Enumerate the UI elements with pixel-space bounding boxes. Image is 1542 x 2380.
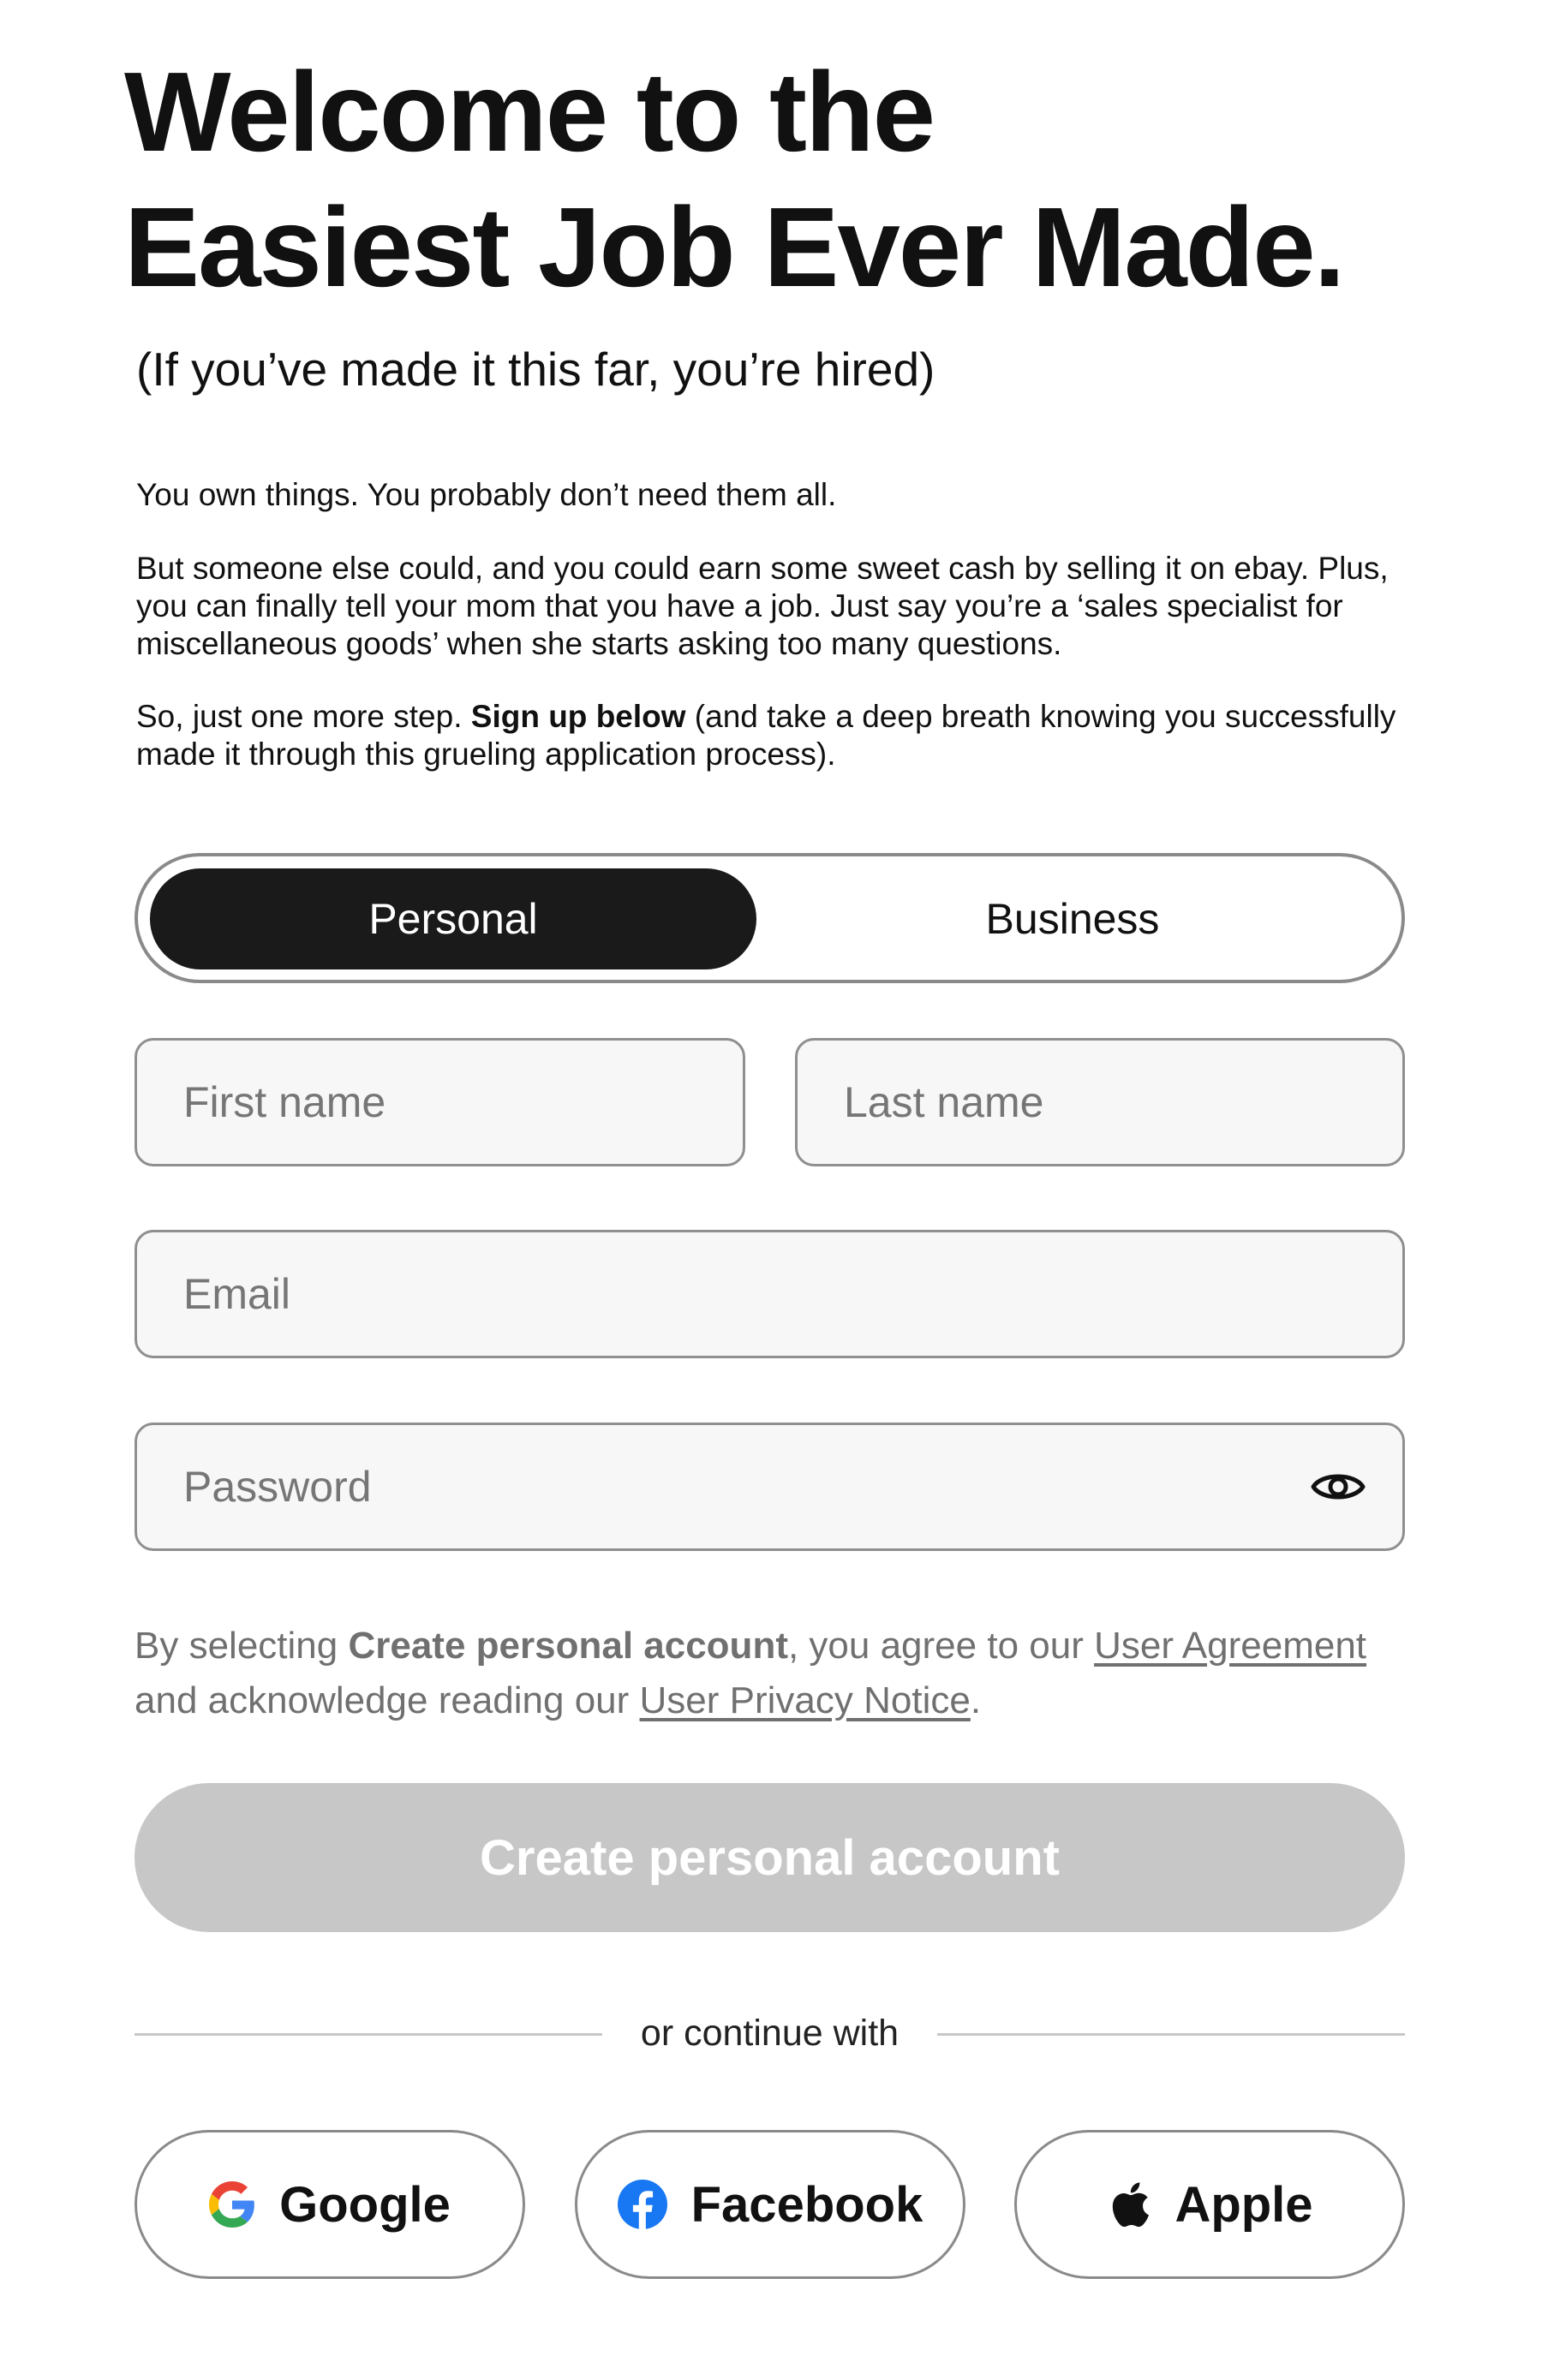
facebook-logo-icon [618, 2180, 667, 2229]
intro-paragraph-2: But someone else could, and you could earn some sweet cash by selling it on ebay. Plus, you can finally tell your mom that you have a job. Just say you’re a ‘sales specialist for miscellaneous goods’ when she starts asking too many questions. [136, 551, 1389, 661]
intro-paragraph-3-start: So, just one more step. [136, 699, 471, 734]
page-title [124, 45, 1542, 315]
legal-button-reference: Create personal account [348, 1625, 788, 1667]
privacy-notice-link[interactable]: User Privacy Notice [639, 1679, 971, 1721]
facebook-signin-button[interactable] [575, 2130, 965, 2279]
facebook-button-label: Facebook [690, 2176, 923, 2233]
intro-paragraph-3-end: (and take a deep breath knowing you successfully made it through this grueling application process). [136, 699, 1396, 772]
business-account-tab[interactable]: Business [985, 895, 1160, 943]
legal-suffix: . [970, 1679, 982, 1721]
social-divider [134, 2006, 1405, 2057]
page-title-line-1: Welcome to the [124, 49, 935, 175]
intro-paragraph-3-emphasis: Sign up below [470, 699, 686, 734]
password-input[interactable] [137, 1425, 1402, 1548]
first-name-input[interactable] [137, 1041, 743, 1164]
eye-icon[interactable] [1310, 1468, 1366, 1506]
intro-paragraph-1: You own things. You probably don’t need them all. [136, 477, 837, 512]
legal-notice [134, 1619, 1405, 1728]
google-button-label: Google [279, 2176, 451, 2233]
intro-paragraph-3 [136, 698, 1438, 773]
create-account-button[interactable]: Create personal account [134, 1783, 1405, 1932]
divider-label: or continue with [640, 2013, 900, 2054]
account-type-toggle [134, 853, 1405, 983]
last-name-input[interactable] [798, 1041, 1402, 1164]
divider-line-right [937, 2033, 1405, 2036]
user-agreement-link[interactable]: User Agreement [1094, 1625, 1367, 1667]
google-signin-button[interactable] [134, 2130, 525, 2279]
apple-button-label: Apple [1174, 2176, 1313, 2233]
legal-middle: , you agree to our [787, 1625, 1095, 1667]
legal-prefix: By selecting [134, 1625, 349, 1667]
email-field-wrapper [134, 1230, 1405, 1358]
legal-middle-2: and acknowledge reading our [134, 1679, 640, 1721]
page-title-line-2: Easiest Job Ever Made. [124, 184, 1344, 310]
first-name-field-wrapper [134, 1038, 745, 1166]
google-logo-icon [209, 2181, 255, 2228]
apple-signin-button[interactable] [1014, 2130, 1405, 2279]
apple-logo-icon [1106, 2178, 1151, 2231]
subheading: (If you’ve made it this far, you’re hired) [136, 343, 935, 396]
email-input[interactable] [137, 1232, 1402, 1356]
last-name-field-wrapper [795, 1038, 1405, 1166]
password-field-wrapper [134, 1423, 1405, 1551]
personal-account-tab[interactable]: Personal [150, 868, 756, 969]
